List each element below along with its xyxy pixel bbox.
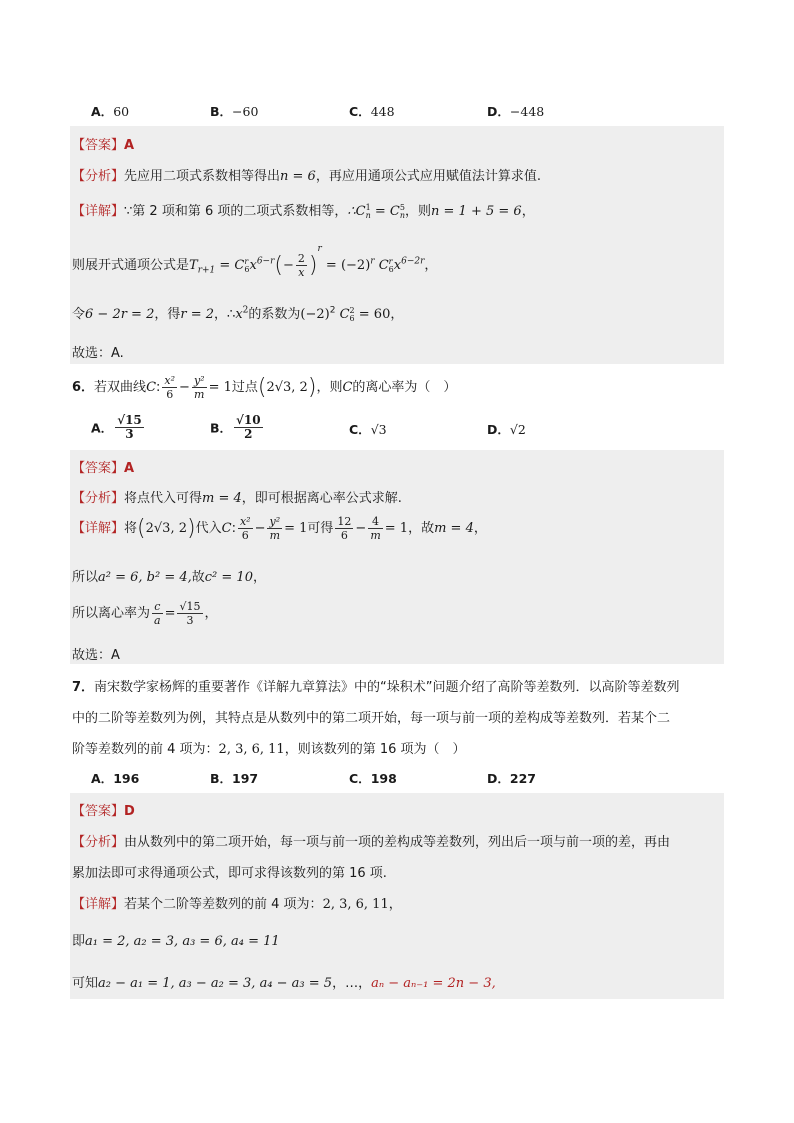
q6-detail-line-2: 所以a² = 6, b² = 4,故c² = 10， [72,570,266,585]
q6-fraction-y2-over-m: $\frac{\text{y²}}{m}$ [193,374,205,401]
q7-detail-line-2: 即a₁ = 2, a₂ = 3, a₃ = 6, a₄ = 11 [72,934,280,949]
q5-choice: 故选：A. [72,346,124,361]
q6-detail-line-3: 所以离心率为 $\frac{c}{a}$ = $\frac{√15}{3}$ ， [72,600,218,627]
q7-analysis-line-1: 【分析】由从数列中的第二项开始，每一项与前一项的差构成等差数列，列出后一项与前一项的差，再由 [72,835,671,850]
q6-stem: 6．若双曲线C: $\frac{\text{x²}}{6}$ − $\frac{\text{y²}}{m}$ = 1过点(2√3, 2)，则C的离心率为（ ） [72,374,457,401]
q7-option-d: D．227 [487,771,536,786]
q7-detail-line-3: 可知a₂ − a₁ = 1, a₃ − a₂ = 3, a₄ − a₃ = 5，…，aₙ − aₙ₋₁ = 2n − 3, [72,976,496,991]
q6-answer: 【答案】A [72,461,135,476]
q7-option-a: A．196 [91,771,140,786]
q7-analysis-line-2: 累加法即可求得通项公式，即可求得该数列的第 16 项. [72,866,387,881]
q5-detail-line-1: 【详解】∵第 2 项和第 6 项的二项式系数相等，∴C 1 n = C 5 n ，则n = 1 + 5 = 6， [72,202,535,220]
q6-choice: 故选：A [72,648,120,663]
q6-detail-line-1: 【详解】将(2√3, 2)代入C: $\frac{\text{x²}}{6}$ − $\frac{\text{y²}}{m}$ = 1可得 $\frac{12}{6}$ − $\frac{4}{m}$ = 1，故m = 4， [72,515,487,542]
q6-analysis: 【分析】将点代入可得m = 4，即可根据离心率公式求解. [72,491,402,506]
q6-option-a: A． $\frac{√15}{3}$ [91,413,142,441]
q5-analysis: 【分析】先应用二项式系数相等得出n = 6，再应用通项公式应用赋值法计算求值. [72,169,541,184]
q5-detail-line-2: 则展开式通项公式是$T_{r+1} = C$ r 6 $x^{6-r}(-$ $\frac{2}{x}$ )$^r = (-2)^r$ C r 6 $x^{6-2r}$， [72,244,438,279]
q5-fraction-2-over-x: $\frac{2}{x}$ [297,252,305,279]
q6-option-c: C．√3 [349,422,387,437]
q6-fraction-x2-over-6: $\frac{\text{x²}}{6}$ [164,374,176,401]
q5-option-b: B．−60 [210,104,259,119]
q7-stem-line-1: 7．南宋数学家杨辉的重要著作《详解九章算法》中的“垛积术”问题介绍了高阶等差数列．以高阶等差数列 [72,680,680,695]
q7-stem-line-3: 阶等差数列的前 4 项为：2, 3, 6, 11，则该数列的第 16 项为（ ） [72,742,466,757]
q6-solution-panel [70,450,724,664]
q5-detail-line-3: 令6 − 2r = 2，得r = 2，$\therefore x^2$的系数为$(-2)^2$ C 2 6 = 60， [72,305,404,323]
q7-option-c: C．198 [349,771,397,786]
q5-answer: 【答案】A [72,138,135,153]
q7-option-b: B．197 [210,771,259,786]
q6-option-b: B． $\frac{√10}{2}$ [210,413,261,441]
q7-detail-line-1: 【详解】若某个二阶等差数列的前 4 项为：2, 3, 6, 11， [72,897,402,912]
q5-option-d: D．−448 [487,104,545,119]
q5-option-a: A．60 [91,104,130,119]
q7-stem-line-2: 中的二阶等差数列为例，其特点是从数列中的第二项开始，每一项与前一项的差构成等差数列．若某个二 [72,711,671,726]
q5-option-c: C．448 [349,104,395,119]
q7-answer: 【答案】D [72,804,135,819]
q6-option-d: D．√2 [487,422,526,437]
